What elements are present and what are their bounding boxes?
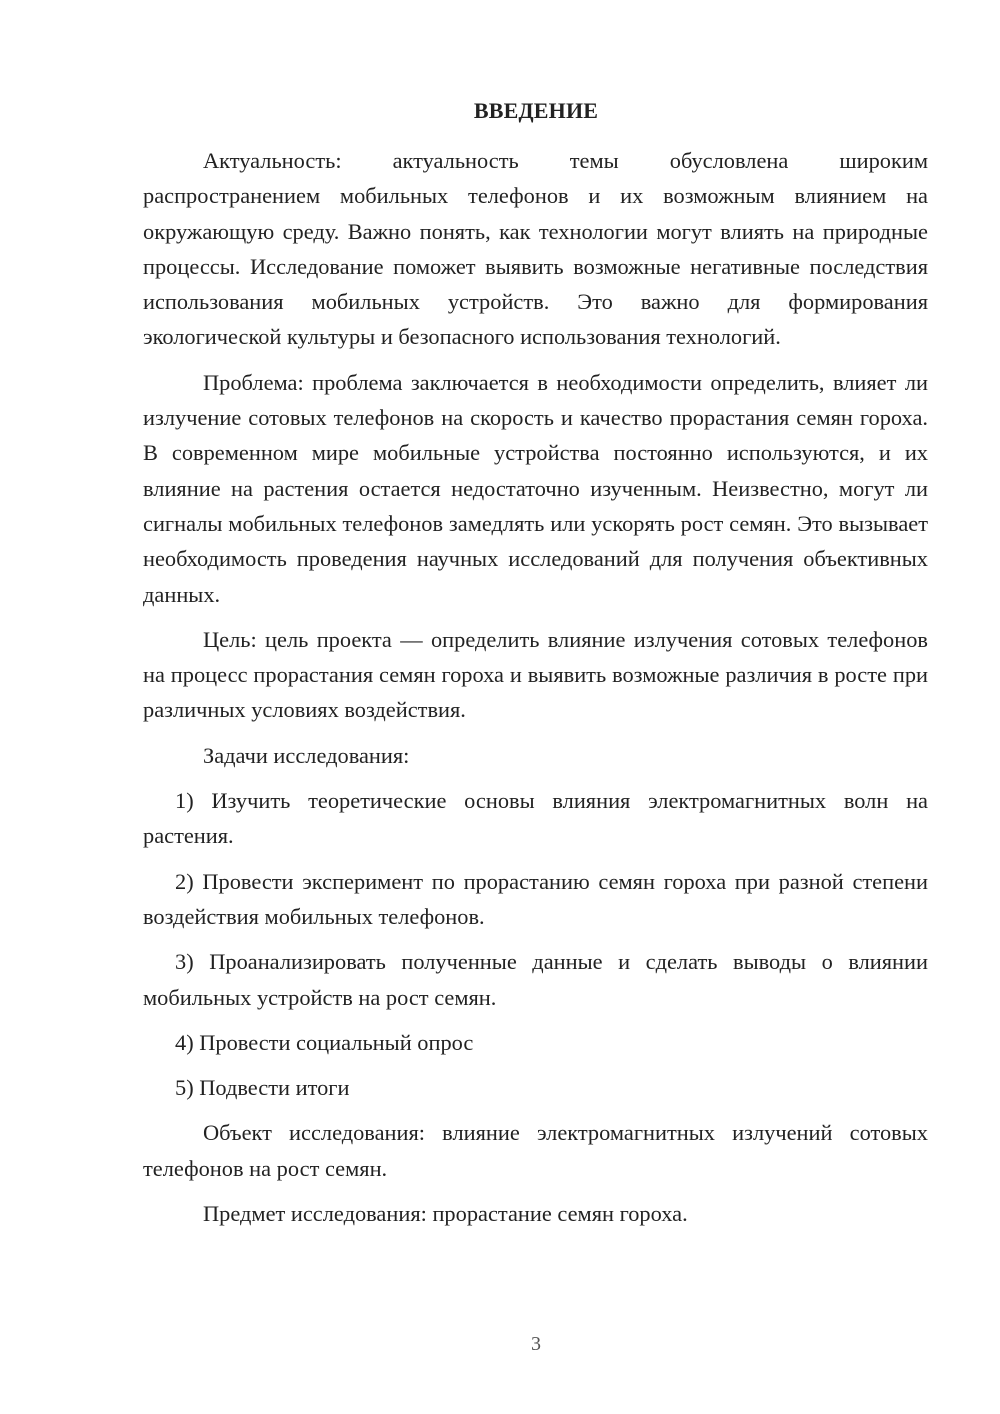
paragraph-goal: Цель: цель проекта — определить влияние излучения сотовых телефонов на процесс прорастания семян гороха и выявить возможные различия в росте при различных условиях воздействия. (143, 626, 928, 723)
task-item-2: 2) Провести эксперимент по прорастанию семян гороха при разной степени воздействия мобильных телефонов. (143, 868, 928, 929)
document-title: ВВЕДЕНИЕ (473, 98, 599, 123)
task-item-4: 4) Провести социальный опрос (175, 1029, 474, 1055)
page-number: 3 (531, 1333, 541, 1355)
task-item-1: 1) Изучить теоретические основы влияния электромагнитных волн на растения. (143, 788, 928, 849)
paragraph-relevance: Актуальность: актуальность темы обусловлена широким распространением мобильных телефонов и их возможным влиянием на окружающую среду. Важно понять, как технологии могут влиять на природные процессы. Исследование поможет выявить возможные негативные последствия использования мобильных устройств. Это важно для формирования экологической культуры и безопасного использования технологий. (143, 148, 928, 350)
paragraph-problem: Проблема: проблема заключается в необходимости определить, влияет ли излучение сотовых телефонов на скорость и качество прорастания семян гороха. В современном мире мобильные устройства постоянно используются, и их влияние на растения остается недостаточно изученным. Неизвестно, могут ли сигналы мобильных телефонов замедлять или ускорять рост семян. Это вызывает необходимость проведения научных исследований для получения объективных данных. (143, 369, 928, 607)
paragraph-subject: Предмет исследования: прорастание семян гороха. (203, 1201, 688, 1227)
document-body (143, 143, 928, 1231)
task-item-3: 3) Проанализировать полученные данные и сделать выводы о влиянии мобильных устройств на рост семян. (143, 949, 928, 1010)
tasks-heading: Задачи исследования: (203, 742, 410, 768)
paragraph-object: Объект исследования: влияние электромагнитных излучений сотовых телефонов на рост семян. (143, 1120, 928, 1181)
task-item-5: 5) Подвести итоги (175, 1075, 350, 1101)
